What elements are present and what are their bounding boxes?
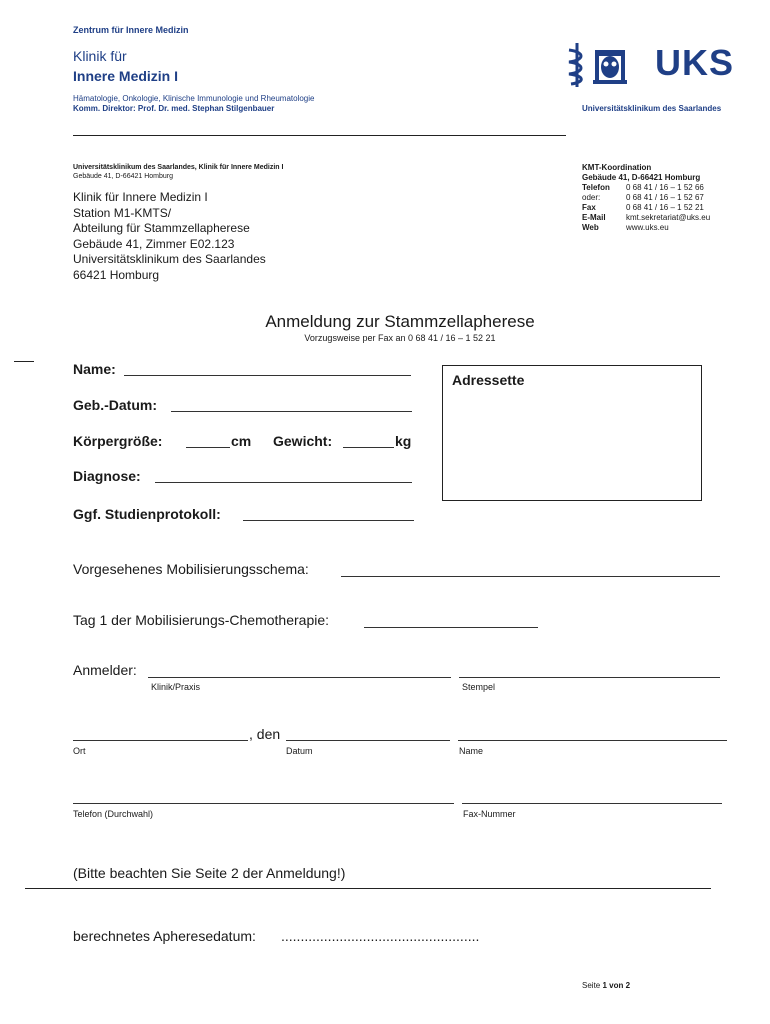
- page2-note: (Bitte beachten Sie Seite 2 der Anmeldung!): [73, 865, 346, 881]
- place-input-line[interactable]: [73, 740, 248, 741]
- logo-caption: Universitätsklinikum des Saarlandes: [582, 104, 722, 113]
- recipient-line: Universitätsklinikum des Saarlandes: [73, 252, 266, 266]
- kmt-row-label: Telefon: [582, 183, 610, 192]
- phone-caption: Telefon (Durchwahl): [73, 809, 154, 819]
- recipient-line: Station M1-KMTS/: [73, 205, 172, 220]
- apheresis-date-dots[interactable]: ...................................................: [281, 928, 480, 944]
- weight-input-line[interactable]: [343, 447, 394, 448]
- recipient-address: [73, 190, 266, 283]
- address-label-title: Adressette: [452, 372, 525, 388]
- logo-text: UKS: [655, 42, 735, 83]
- recipient-line: Klinik für Innere Medizin I: [73, 190, 208, 204]
- birthdate-input-line[interactable]: [171, 411, 412, 412]
- applicant-label: Anmelder:: [73, 662, 137, 678]
- kmt-row-value: kmt.sekretariat@uks.eu: [626, 213, 711, 222]
- birthdate-label: Geb.-Datum:: [73, 397, 157, 413]
- kmt-address: Gebäude 41, D-66421 Homburg: [582, 173, 701, 182]
- signature-name-caption: Name: [459, 746, 484, 756]
- apheresis-date-label: berechnetes Apheresedatum:: [73, 928, 256, 944]
- sender-line1: Universitätsklinikum des Saarlandes, Klinik für Innere Medizin I: [73, 164, 284, 171]
- weight-label: Gewicht:: [273, 433, 333, 449]
- fax-caption: Fax-Nummer: [463, 809, 516, 819]
- fold-mark: [14, 361, 34, 362]
- chemo-day1-label: Tag 1 der Mobilisierungs-Chemotherapie:: [73, 612, 330, 628]
- stamp-caption: Stempel: [462, 682, 496, 692]
- kmt-row-value: 0 68 41 / 16 – 1 52 21: [626, 203, 704, 212]
- kmt-row-label: E-Mail: [582, 213, 606, 222]
- study-protocol-label: Ggf. Studienprotokoll:: [73, 506, 221, 522]
- height-unit: cm: [231, 433, 252, 449]
- page-count: 1 von 2: [602, 981, 631, 990]
- kmt-row-label: Fax: [582, 203, 596, 212]
- clinic-name-line2: Innere Medizin I: [73, 68, 179, 84]
- director-line: Komm. Direktor: Prof. Dr. med. Stephan Stilgenbauer: [73, 104, 275, 113]
- fax-input-line[interactable]: [462, 803, 722, 804]
- mobilization-scheme-input-line[interactable]: [341, 576, 720, 577]
- kmt-row-label: Web: [582, 223, 599, 232]
- center-name: Zentrum für Innere Medizin: [73, 25, 189, 35]
- phone-input-line[interactable]: [73, 803, 454, 804]
- signature-name-input-line[interactable]: [458, 740, 727, 741]
- stamp-input-line[interactable]: [459, 677, 720, 678]
- name-label: Name:: [73, 361, 116, 377]
- header-divider: [73, 135, 566, 136]
- recipient-line: Gebäude 41, Zimmer E02.123: [73, 236, 235, 251]
- kmt-contact-block: [582, 163, 710, 233]
- height-label: Körpergröße:: [73, 433, 163, 449]
- weight-unit: kg: [395, 433, 412, 449]
- address-label-box: [442, 365, 702, 501]
- diagnosis-label: Diagnose:: [73, 468, 141, 484]
- clinic-subtitle: Hämatologie, Onkologie, Klinische Immunologie und Rheumatologie: [73, 94, 315, 103]
- kmt-row-value: www.uks.eu: [626, 223, 669, 232]
- chemo-day1-input-line[interactable]: [364, 627, 538, 628]
- kmt-row-value: 0 68 41 / 16 – 1 52 67: [626, 193, 704, 202]
- page-label: Seite: [582, 981, 601, 990]
- study-protocol-input-line[interactable]: [243, 520, 414, 521]
- form-title: Anmeldung zur Stammzellapherese: [265, 312, 535, 331]
- recipient-line: Abteilung für Stammzellapherese: [73, 221, 250, 235]
- form-subtitle: Vorzugsweise per Fax an 0 68 41 / 16 – 1 52 21: [304, 333, 496, 343]
- sender-line2: Gebäude 41, D-66421 Homburg: [73, 173, 174, 180]
- page-number: [582, 981, 630, 990]
- note-divider: [25, 888, 711, 889]
- place-caption: Ort: [73, 746, 86, 756]
- diagnosis-input-line[interactable]: [155, 482, 412, 483]
- name-input-line[interactable]: [124, 375, 411, 376]
- date-caption: Datum: [286, 746, 313, 756]
- date-prefix: , den: [249, 726, 281, 742]
- clinic-caption: Klinik/Praxis: [151, 682, 201, 692]
- recipient-line: 66421 Homburg: [73, 267, 160, 282]
- clinic-input-line[interactable]: [148, 677, 451, 678]
- height-input-line[interactable]: [186, 447, 230, 448]
- kmt-row-value: 0 68 41 / 16 – 1 52 66: [626, 183, 704, 192]
- kmt-row-label: oder:: [582, 193, 601, 202]
- kmt-title: KMT-Koordination: [582, 163, 652, 172]
- clinic-name-line1: Klinik für: [73, 48, 127, 64]
- date-input-line[interactable]: [286, 740, 450, 741]
- mobilization-scheme-label: Vorgesehenes Mobilisierungsschema:: [73, 561, 309, 577]
